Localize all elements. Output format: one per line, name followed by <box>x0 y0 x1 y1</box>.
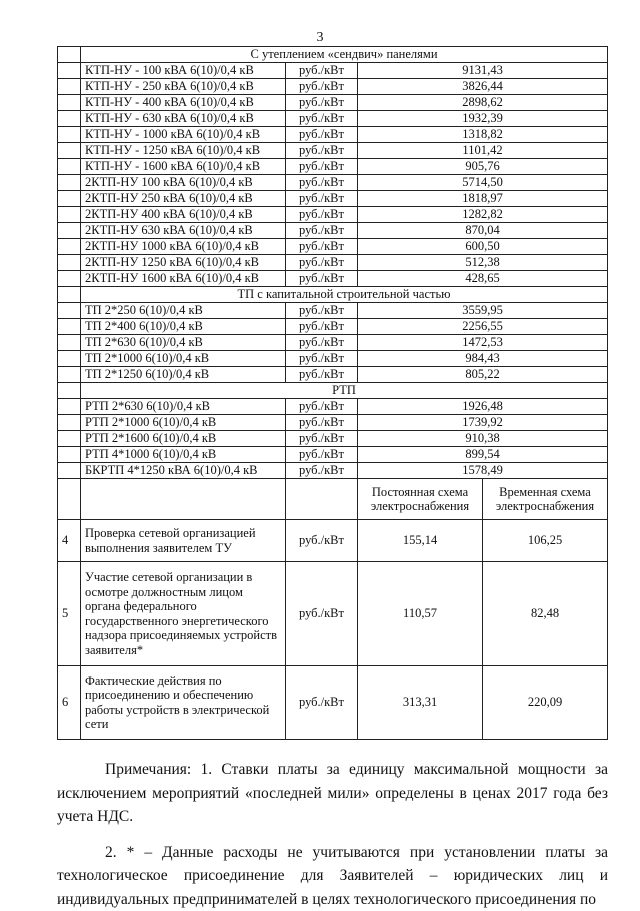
num-cell <box>58 47 81 63</box>
num-cell <box>58 271 81 287</box>
section-title: РТП <box>81 383 608 399</box>
unit-cell: руб./кВт <box>286 175 358 191</box>
table-row <box>58 367 608 383</box>
unit-cell: руб./кВт <box>286 562 358 666</box>
service-name: Фактические действия по присоединению и обеспечению работы устройств в электрической сети <box>81 666 286 740</box>
rate-value: 1739,92 <box>358 415 608 431</box>
table-row <box>58 191 608 207</box>
num-cell <box>58 399 81 415</box>
row-number: 5 <box>58 562 81 666</box>
rate-value: 1926,48 <box>358 399 608 415</box>
unit-cell: руб./кВт <box>286 63 358 79</box>
rate-value: 512,38 <box>358 255 608 271</box>
substation-name: ТП 2*400 6(10)/0,4 кВ <box>81 319 286 335</box>
table-row <box>58 63 608 79</box>
substation-name: РТП 4*1000 6(10)/0,4 кВ <box>81 447 286 463</box>
empty-cell <box>81 479 286 520</box>
unit-cell: руб./кВт <box>286 431 358 447</box>
scheme-header-row <box>58 479 608 520</box>
substation-name: КТП-НУ - 250 кВА 6(10)/0,4 кВ <box>81 79 286 95</box>
num-cell <box>58 335 81 351</box>
table-row <box>58 79 608 95</box>
unit-cell: руб./кВт <box>286 319 358 335</box>
substation-name: КТП-НУ - 1600 кВА 6(10)/0,4 кВ <box>81 159 286 175</box>
table-row <box>58 303 608 319</box>
unit-cell: руб./кВт <box>286 143 358 159</box>
table-row <box>58 271 608 287</box>
unit-cell: руб./кВт <box>286 207 358 223</box>
num-cell <box>58 319 81 335</box>
substation-name: 2КТП-НУ 1600 кВА 6(10)/0,4 кВ <box>81 271 286 287</box>
num-cell <box>58 431 81 447</box>
rate-value: 2256,55 <box>358 319 608 335</box>
table-row <box>58 255 608 271</box>
unit-cell: руб./кВт <box>286 520 358 562</box>
unit-cell: руб./кВт <box>286 447 358 463</box>
rate-value: 984,43 <box>358 351 608 367</box>
num-cell <box>58 383 81 399</box>
unit-cell: руб./кВт <box>286 351 358 367</box>
num-cell <box>58 159 81 175</box>
rate-value: 1932,39 <box>358 111 608 127</box>
table-row <box>58 111 608 127</box>
rate-value: 1578,49 <box>358 463 608 479</box>
substation-name: КТП-НУ - 1000 кВА 6(10)/0,4 кВ <box>81 127 286 143</box>
unit-cell: руб./кВт <box>286 335 358 351</box>
substation-name: РТП 2*1000 6(10)/0,4 кВ <box>81 415 286 431</box>
num-cell <box>58 255 81 271</box>
table-row <box>58 399 608 415</box>
num-cell <box>58 367 81 383</box>
table-row <box>58 223 608 239</box>
substation-name: 2КТП-НУ 400 кВА 6(10)/0,4 кВ <box>81 207 286 223</box>
num-cell <box>58 303 81 319</box>
substation-name: КТП-НУ - 630 кВА 6(10)/0,4 кВ <box>81 111 286 127</box>
table-row <box>58 175 608 191</box>
table-row <box>58 463 608 479</box>
rate-value: 1318,82 <box>358 127 608 143</box>
rate-value: 1472,53 <box>358 335 608 351</box>
substation-name: ТП 2*630 6(10)/0,4 кВ <box>81 335 286 351</box>
service-name: Участие сетевой организации в осмотре должностным лицом органа федерального государственного энергетического надзора присоединяемых устройств заявителя* <box>81 562 286 666</box>
section-header-row <box>58 383 608 399</box>
note-1: Примечания: 1. Ставки платы за единицу максимальной мощности за исключением мероприятий «последней мили» определены в ценах 2017 года без учета НДС. <box>57 758 608 829</box>
section-title: ТП с капитальной строительной частью <box>81 287 608 303</box>
unit-cell: руб./кВт <box>286 415 358 431</box>
unit-cell: руб./кВт <box>286 79 358 95</box>
table-row <box>58 319 608 335</box>
unit-cell: руб./кВт <box>286 271 358 287</box>
unit-cell: руб./кВт <box>286 666 358 740</box>
rate-value: 910,38 <box>358 431 608 447</box>
substation-name: 2КТП-НУ 1000 кВА 6(10)/0,4 кВ <box>81 239 286 255</box>
permanent-rate: 110,57 <box>358 562 483 666</box>
table-row <box>58 239 608 255</box>
row-number: 6 <box>58 666 81 740</box>
section-header-row <box>58 47 608 63</box>
unit-cell: руб./кВт <box>286 111 358 127</box>
notes-block <box>57 758 608 911</box>
rate-value: 9131,43 <box>358 63 608 79</box>
rate-value: 1101,42 <box>358 143 608 159</box>
substation-name: 2КТП-НУ 630 кВА 6(10)/0,4 кВ <box>81 223 286 239</box>
service-name: Проверка сетевой организацией выполнения заявителем ТУ <box>81 520 286 562</box>
num-cell <box>58 191 81 207</box>
temporary-rate: 106,25 <box>483 520 608 562</box>
rate-value: 870,04 <box>358 223 608 239</box>
table-row <box>58 520 608 562</box>
rate-value: 600,50 <box>358 239 608 255</box>
permanent-rate: 313,31 <box>358 666 483 740</box>
unit-cell: руб./кВт <box>286 303 358 319</box>
table-row <box>58 351 608 367</box>
substation-name: ТП 2*250 6(10)/0,4 кВ <box>81 303 286 319</box>
num-cell <box>58 63 81 79</box>
num-cell <box>58 143 81 159</box>
substation-name: 2КТП-НУ 100 кВА 6(10)/0,4 кВ <box>81 175 286 191</box>
rate-value: 905,76 <box>358 159 608 175</box>
unit-cell: руб./кВт <box>286 95 358 111</box>
rate-value: 1818,97 <box>358 191 608 207</box>
permanent-rate: 155,14 <box>358 520 483 562</box>
substation-name: БКРТП 4*1250 кВА 6(10)/0,4 кВ <box>81 463 286 479</box>
unit-cell: руб./кВт <box>286 399 358 415</box>
num-cell <box>58 127 81 143</box>
unit-cell: руб./кВт <box>286 159 358 175</box>
unit-cell: руб./кВт <box>286 127 358 143</box>
table-row <box>58 159 608 175</box>
table-row <box>58 666 608 740</box>
rate-value: 3826,44 <box>358 79 608 95</box>
num-cell <box>58 207 81 223</box>
num-cell <box>58 111 81 127</box>
rate-value: 3559,95 <box>358 303 608 319</box>
rate-value: 428,65 <box>358 271 608 287</box>
table-row <box>58 207 608 223</box>
unit-cell: руб./кВт <box>286 239 358 255</box>
substation-name: КТП-НУ - 100 кВА 6(10)/0,4 кВ <box>81 63 286 79</box>
unit-cell: руб./кВт <box>286 223 358 239</box>
num-cell <box>58 463 81 479</box>
section-header-row <box>58 287 608 303</box>
num-cell <box>58 79 81 95</box>
num-cell <box>58 239 81 255</box>
table-row <box>58 431 608 447</box>
rate-value: 899,54 <box>358 447 608 463</box>
substation-name: РТП 2*630 6(10)/0,4 кВ <box>81 399 286 415</box>
tariff-table <box>57 46 608 740</box>
num-cell <box>58 415 81 431</box>
substation-name: ТП 2*1000 6(10)/0,4 кВ <box>81 351 286 367</box>
section-title: С утеплением «сендвич» панелями <box>81 47 608 63</box>
table-row <box>58 95 608 111</box>
rate-value: 1282,82 <box>358 207 608 223</box>
rate-value: 5714,50 <box>358 175 608 191</box>
temporary-rate: 82,48 <box>483 562 608 666</box>
table-row <box>58 143 608 159</box>
unit-cell: руб./кВт <box>286 463 358 479</box>
substation-name: ТП 2*1250 6(10)/0,4 кВ <box>81 367 286 383</box>
row-number: 4 <box>58 520 81 562</box>
substation-name: РТП 2*1600 6(10)/0,4 кВ <box>81 431 286 447</box>
num-cell <box>58 175 81 191</box>
temporary-rate: 220,09 <box>483 666 608 740</box>
table-row <box>58 127 608 143</box>
num-cell <box>58 223 81 239</box>
rate-value: 2898,62 <box>358 95 608 111</box>
table-row <box>58 335 608 351</box>
num-cell <box>58 479 81 520</box>
num-cell <box>58 287 81 303</box>
rate-value: 805,22 <box>358 367 608 383</box>
substation-name: КТП-НУ - 1250 кВА 6(10)/0,4 кВ <box>81 143 286 159</box>
substation-name: 2КТП-НУ 250 кВА 6(10)/0,4 кВ <box>81 191 286 207</box>
num-cell <box>58 95 81 111</box>
unit-cell: руб./кВт <box>286 191 358 207</box>
temporary-scheme-header: Временная схема электроснабжения <box>483 479 608 520</box>
page-number: 3 <box>0 30 640 46</box>
unit-cell: руб./кВт <box>286 255 358 271</box>
table-row <box>58 562 608 666</box>
note-2: 2. * – Данные расходы не учитываются при установлении платы за технологическое присоединение для Заявителей – юридических лиц и индивидуальных предпринимателей в целях технологического присоединения по <box>57 841 608 911</box>
table-row <box>58 447 608 463</box>
substation-name: КТП-НУ - 400 кВА 6(10)/0,4 кВ <box>81 95 286 111</box>
permanent-scheme-header: Постоянная схема электроснабжения <box>358 479 483 520</box>
num-cell <box>58 447 81 463</box>
unit-cell: руб./кВт <box>286 367 358 383</box>
empty-cell <box>286 479 358 520</box>
substation-name: 2КТП-НУ 1250 кВА 6(10)/0,4 кВ <box>81 255 286 271</box>
num-cell <box>58 351 81 367</box>
table-row <box>58 415 608 431</box>
